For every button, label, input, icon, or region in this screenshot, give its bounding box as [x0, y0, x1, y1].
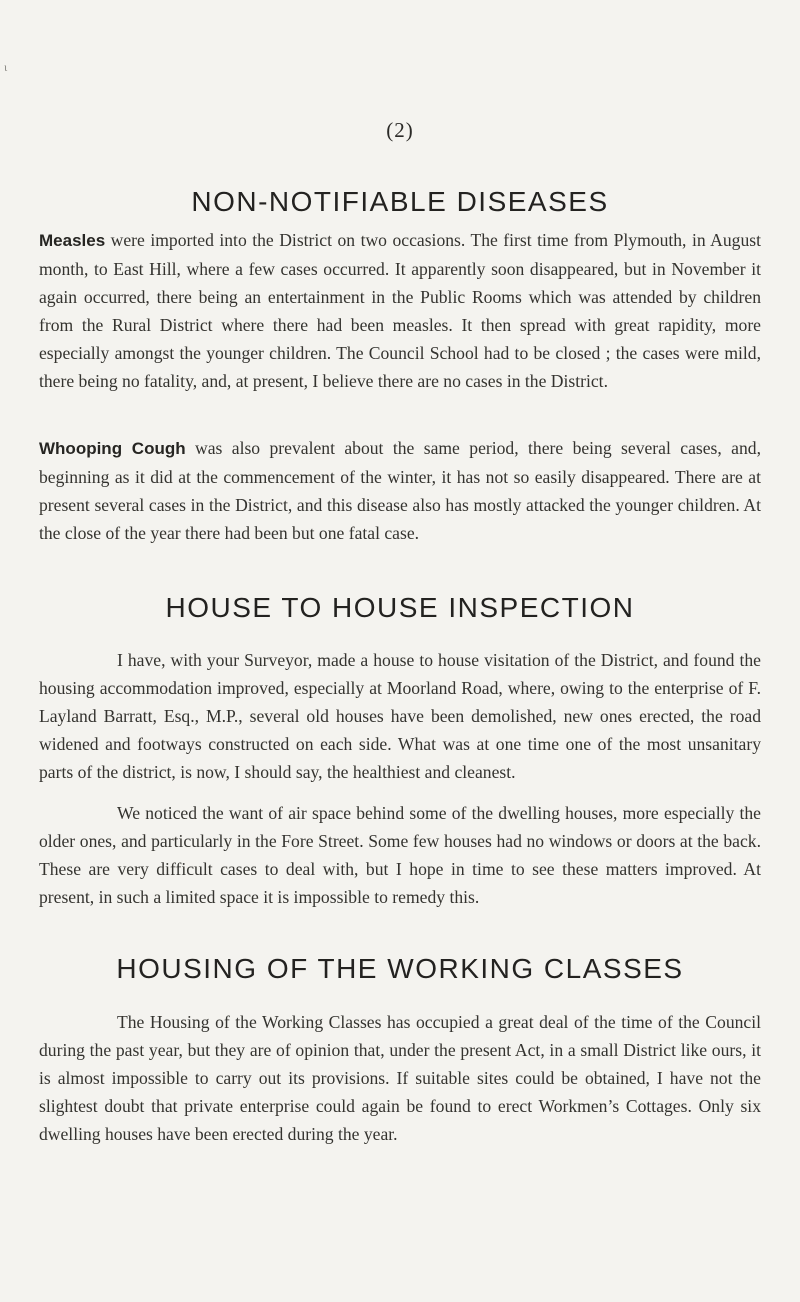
lead-measles: Measles: [39, 231, 106, 250]
page-number: (2): [386, 118, 414, 142]
corner-mark: ι: [4, 60, 8, 74]
paragraph-inspection-2: We noticed the want of air space behind some of the dwelling houses, more especially the older ones, and particularly in the Fore Street. Some few houses had no windows or doors at the back. These are very difficult cases to deal with, but I hope in time to see these matters improved. At present, in such a limited space it is impossible to remedy this.: [39, 803, 761, 907]
paragraph-inspection-1: I have, with your Surveyor, made a house to house visitation of the District, and found the housing accommodation improved, especially at Moorland Road, where, owing to the enterprise of F. Layland Barratt, Esq., M.P., several old houses have been demolished, new ones erected, the road widened and footways constructed on each side. What was at one time one of the most unsanitary parts of the district, is now, I should say, the healthiest and cleanest.: [39, 650, 761, 782]
paragraph-measles: [39, 226, 761, 395]
heading-non-notifiable-diseases: NON-NOTIFIABLE DISEASES: [191, 186, 609, 217]
lead-whooping-cough: Whooping Cough: [39, 439, 186, 458]
text-whooping-cough: was also prevalent about the same period, there being several cases, and, beginning as it did at the commencement of the winter, it has not so easily disappeared. There are at present several cases in the District, and this disease also has mostly attacked the younger children. At the close of the year there had been but one fatal case.: [39, 438, 761, 543]
paragraph-working-classes: The Housing of the Working Classes has occupied a great deal of the time of the Council during the past year, but they are of opinion that, under the present Act, in a small District like ours, it is almost impossible to carry out its provisions. If suitable sites could be obtained, I have not the slightest doubt that private enterprise could again be found to erect Workmen’s Cottages. Only six dwelling houses have been erected during the year.: [39, 1012, 761, 1144]
text-measles: were imported into the District on two occasions. The first time from Plymouth, in August month, to East Hill, where a few cases occurred. It apparently soon disappeared, but in November it again occurred, there being an entertainment in the Public Rooms which was attended by children from the Rural District where there had been measles. It then spread with great rapidity, more especially amongst the younger children. The Council School had to be closed ; the cases were mild, there being no fatality, and, at present, I believe there are no cases in the District.: [39, 230, 761, 391]
heading-house-to-house-inspection: HOUSE TO HOUSE INSPECTION: [165, 592, 635, 623]
heading-housing-working-classes: HOUSING OF THE WORKING CLASSES: [116, 953, 684, 984]
paragraph-whooping-cough: [39, 434, 761, 547]
